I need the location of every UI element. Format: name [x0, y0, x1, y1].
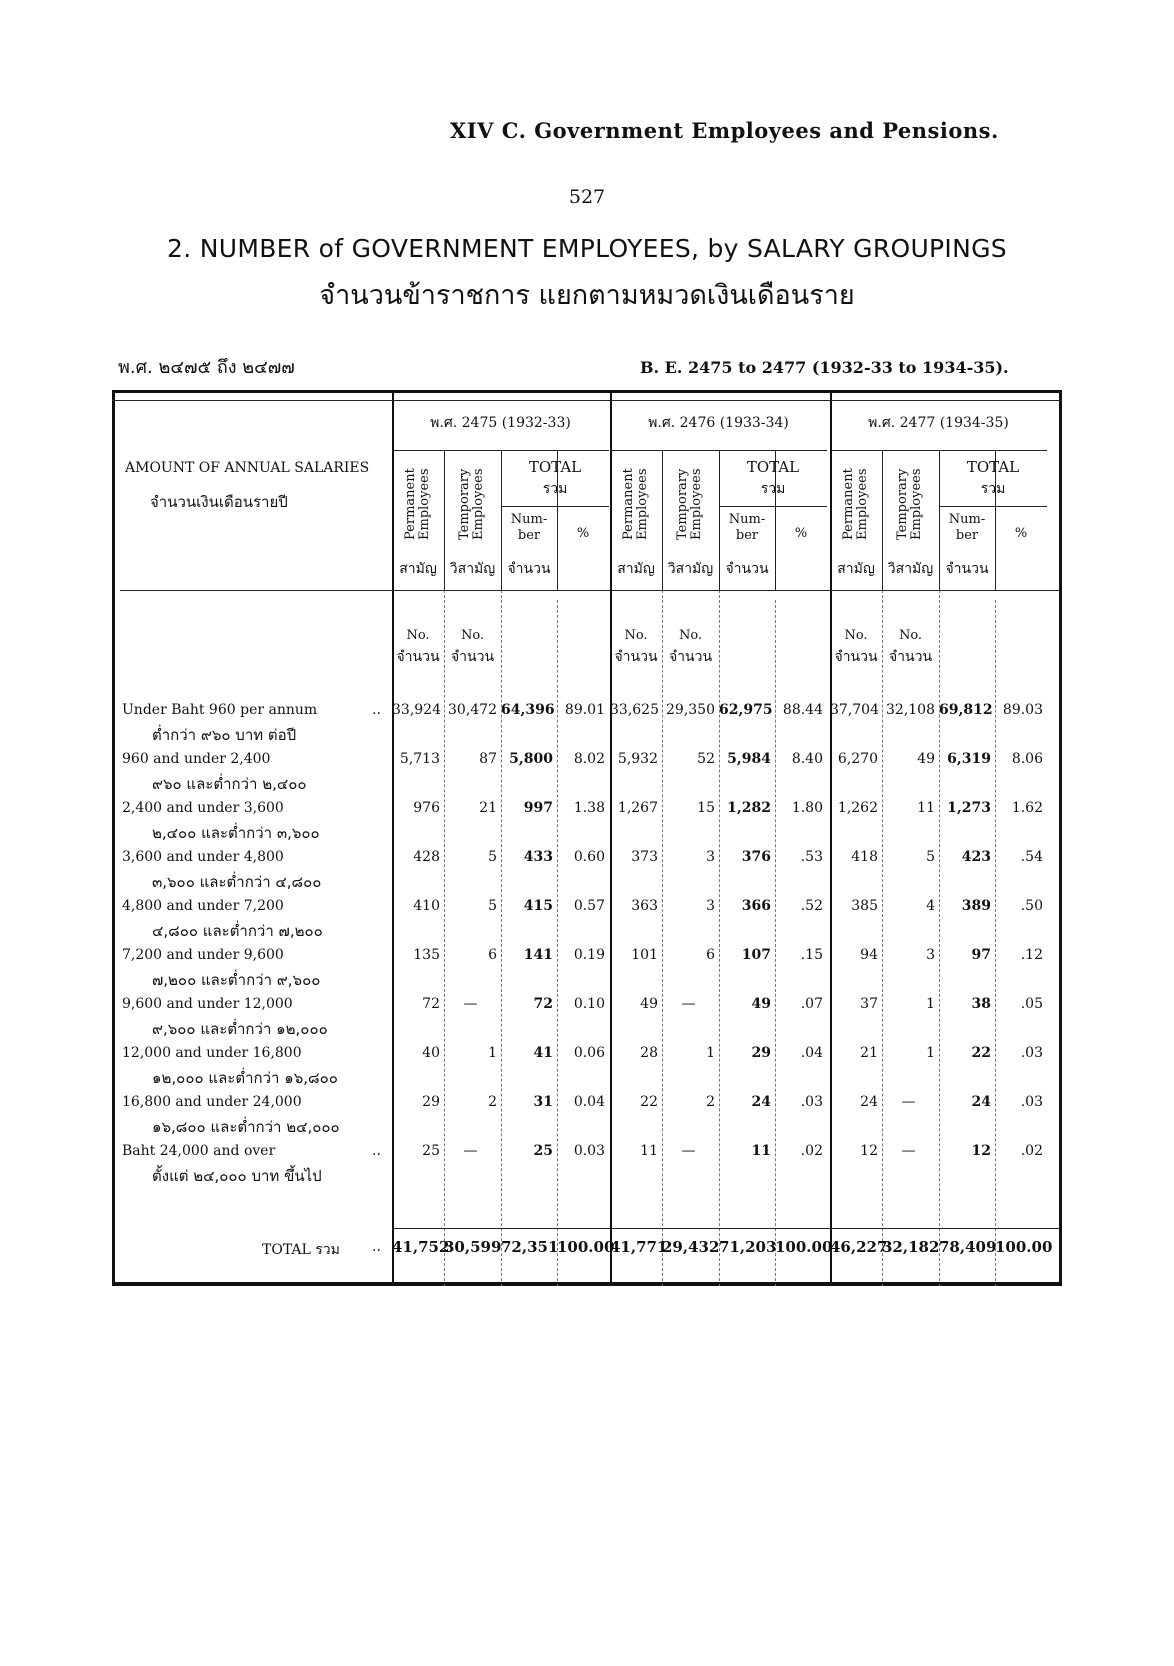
table-cell: 0.19 — [573, 947, 605, 963]
header-bottom-rule — [120, 590, 1060, 591]
table-cell: 1.38 — [573, 800, 605, 816]
column-rule — [882, 590, 883, 1286]
percent-header: % — [576, 526, 590, 541]
table-cell: 37,704 — [830, 702, 879, 718]
table-cell: 21 — [860, 1045, 878, 1061]
table-cell: — — [901, 1094, 916, 1110]
row-label: Baht 24,000 and over — [122, 1143, 276, 1159]
permanent-header-thai: สามัญ — [617, 561, 655, 577]
table-cell: 72 — [533, 996, 553, 1012]
total-cell: 30,599 — [444, 1238, 502, 1256]
total-header: TOTAL — [528, 458, 582, 476]
table-cell: .05 — [1020, 996, 1043, 1012]
row-label: 12,000 and under 16,800 — [122, 1045, 302, 1061]
table-title-english: 2. NUMBER of GOVERNMENT EMPLOYEES, by SALARY GROUPINGS — [167, 234, 1007, 263]
total-cell: 78,409 — [939, 1238, 997, 1256]
row-label-thai: ๙,๖๐๐ และต่ำกว่า ๑๒,๐๐๐ — [152, 1020, 328, 1038]
table-cell: 1,262 — [837, 800, 878, 816]
table-cell: .02 — [1020, 1143, 1043, 1159]
table-cell: 1.62 — [1011, 800, 1043, 816]
table-cell: 94 — [860, 947, 878, 963]
total-header: TOTAL — [746, 458, 800, 476]
table-cell: 0.04 — [573, 1094, 605, 1110]
table-cell: 1 — [926, 996, 935, 1012]
table-cell: 24 — [751, 1094, 771, 1110]
unit-no-thai: จำนวน — [888, 649, 933, 665]
table-cell: 415 — [523, 898, 553, 914]
table-cell: 11 — [751, 1143, 771, 1159]
permanent-header-thai: สามัญ — [837, 561, 875, 577]
table-cell: 5,932 — [617, 751, 658, 767]
stub-head-english: AMOUNT OF ANNUAL SALARIES — [125, 460, 370, 476]
column-rule — [939, 590, 940, 1286]
table-title-thai: จำนวนข้าราชการ แยกตามหมวดเงินเดือนราย — [319, 280, 855, 311]
table-cell: 8.40 — [791, 751, 823, 767]
table-cell: 97 — [971, 947, 991, 963]
running-head: XIV C. Government Employees and Pensions. — [450, 118, 999, 143]
table-cell: .03 — [1020, 1045, 1043, 1061]
row-label-thai: ๙๖๐ และต่ำกว่า ๒,๔๐๐ — [152, 775, 307, 793]
temporary-employees-header: Temporary Employees — [675, 468, 704, 540]
table-cell: 22 — [640, 1094, 658, 1110]
table-cell: 5,984 — [727, 751, 771, 767]
table-cell: 410 — [413, 898, 440, 914]
total-row-rule — [392, 1228, 1060, 1229]
table-cell: 15 — [697, 800, 715, 816]
table-cell: 69,812 — [939, 702, 993, 718]
table-cell: 2 — [488, 1094, 497, 1110]
total-rule — [939, 506, 1047, 507]
table-cell: 22 — [971, 1045, 991, 1061]
permanent-employees-header: Permanent Employees — [403, 468, 432, 540]
table-cell: .02 — [800, 1143, 823, 1159]
permanent-employees-header: Permanent Employees — [841, 468, 870, 540]
table-cell: 32,108 — [886, 702, 935, 718]
table-cell: 2 — [706, 1094, 715, 1110]
table-cell: 366 — [741, 898, 771, 914]
unit-no-thai: จำนวน — [834, 649, 878, 665]
table-cell: 72 — [422, 996, 440, 1012]
table-cell: — — [681, 996, 696, 1012]
table-cell: 6 — [706, 947, 715, 963]
table-cell: — — [681, 1143, 696, 1159]
row-label: 960 and under 2,400 — [122, 751, 271, 767]
row-label-thai: ๗,๒๐๐ และต่ำกว่า ๙,๖๐๐ — [152, 971, 321, 989]
total-cell: 100.00 — [995, 1238, 1053, 1256]
leader-dots: .. — [372, 1239, 381, 1255]
table-cell: 37 — [860, 996, 878, 1012]
table-cell: 0.06 — [573, 1045, 605, 1061]
row-label-thai: ๑๖,๘๐๐ และต่ำกว่า ๒๔,๐๐๐ — [152, 1118, 340, 1136]
temporary-employees-header: Temporary Employees — [895, 468, 924, 540]
leader-dots: .. — [372, 702, 381, 718]
table-cell: 89.01 — [564, 702, 605, 718]
table-cell: .53 — [800, 849, 823, 865]
unit-no: No. — [624, 628, 648, 643]
year-rule — [830, 450, 1047, 451]
total-cell: 41,771 — [610, 1238, 668, 1256]
table-cell: .52 — [800, 898, 823, 914]
table-cell: 62,975 — [719, 702, 773, 718]
table-cell: 25 — [533, 1143, 553, 1159]
page-number: 527 — [568, 186, 606, 208]
table-cell: 11 — [917, 800, 935, 816]
table-cell: .54 — [1020, 849, 1043, 865]
table-cell: 87 — [479, 751, 497, 767]
table-cell: 6,270 — [837, 751, 878, 767]
table-cell: 428 — [413, 849, 440, 865]
table-cell: 389 — [961, 898, 991, 914]
table-cell: 418 — [851, 849, 878, 865]
table-cell: 30,472 — [448, 702, 497, 718]
table-cell: 1 — [488, 1045, 497, 1061]
table-cell: 3 — [706, 898, 715, 914]
row-label-thai: ๔,๘๐๐ และต่ำกว่า ๗,๒๐๐ — [152, 922, 323, 940]
row-label-thai: ตั้งแต่ ๒๔,๐๐๐ บาท ขึ้นไป — [152, 1167, 322, 1185]
table-cell: — — [463, 1143, 478, 1159]
unit-no-thai: จำนวน — [396, 649, 440, 665]
unit-no: No. — [460, 628, 485, 643]
era-range-thai: พ.ศ. ๒๔๗๕ ถึง ๒๔๗๗ — [118, 357, 295, 378]
total-header-thai: รวม — [542, 481, 568, 497]
leader-dots: .. — [372, 1143, 381, 1159]
table-cell: 6,319 — [947, 751, 991, 767]
table-cell: 88.44 — [782, 702, 823, 718]
temporary-employees-header: Temporary Employees — [457, 468, 486, 540]
unit-no-thai: จำนวน — [614, 649, 658, 665]
table-cell: 33,625 — [610, 702, 659, 718]
row-label: 3,600 and under 4,800 — [122, 849, 284, 865]
table-cell: 8.02 — [573, 751, 605, 767]
table-cell: 135 — [413, 947, 440, 963]
row-label: 7,200 and under 9,600 — [122, 947, 284, 963]
total-row-label: TOTAL รวม — [262, 1242, 340, 1258]
table-cell: 49 — [751, 996, 771, 1012]
table-cell: 1 — [926, 1045, 935, 1061]
stub-head-thai: จำนวนเงินเดือนรายปี — [150, 493, 288, 511]
table-cell: .07 — [800, 996, 823, 1012]
table-cell: 12 — [971, 1143, 991, 1159]
row-label: 9,600 and under 12,000 — [122, 996, 293, 1012]
total-cell: 71,203 — [719, 1238, 777, 1256]
unit-no: No. — [406, 628, 430, 643]
table-cell: — — [463, 996, 478, 1012]
temporary-header-thai: วิสามัญ — [887, 561, 934, 577]
temporary-header-thai: วิสามัญ — [667, 561, 714, 577]
table-cell: 25 — [422, 1143, 440, 1159]
total-cell: 32,182 — [882, 1238, 940, 1256]
year-rule — [610, 450, 827, 451]
table-cell: 363 — [631, 898, 658, 914]
table-cell: 29 — [422, 1094, 440, 1110]
total-cell: 100.00 — [557, 1238, 615, 1256]
number-header: Num- — [510, 512, 548, 527]
number-header-2: ber — [517, 528, 541, 543]
table-cell: 0.03 — [573, 1143, 605, 1159]
table-cell: 49 — [640, 996, 658, 1012]
permanent-employees-header: Permanent Employees — [621, 468, 650, 540]
percent-header: % — [794, 526, 808, 541]
row-label-thai: ๓,๖๐๐ และต่ำกว่า ๔,๘๐๐ — [152, 873, 322, 891]
table-cell: 0.10 — [573, 996, 605, 1012]
table-cell: 0.60 — [573, 849, 605, 865]
year-rule — [392, 450, 609, 451]
table-cell: — — [901, 1143, 916, 1159]
table-cell: .03 — [1020, 1094, 1043, 1110]
table-cell: 24 — [971, 1094, 991, 1110]
number-header-thai: จำนวน — [725, 561, 769, 577]
permanent-header-thai: สามัญ — [399, 561, 437, 577]
table-cell: 12 — [860, 1143, 878, 1159]
table-cell: 28 — [640, 1045, 658, 1061]
table-cell: 29,350 — [666, 702, 715, 718]
row-label-thai: ๒,๔๐๐ และต่ำกว่า ๓,๖๐๐ — [152, 824, 320, 842]
table-cell: 21 — [479, 800, 497, 816]
table-cell: .04 — [800, 1045, 823, 1061]
table-cell: 3 — [926, 947, 935, 963]
table-cell: 4 — [926, 898, 935, 914]
row-label: 4,800 and under 7,200 — [122, 898, 284, 914]
row-label-thai: ๑๒,๐๐๐ และต่ำกว่า ๑๖,๘๐๐ — [152, 1069, 338, 1087]
table-cell: 52 — [697, 751, 715, 767]
table-cell: 433 — [523, 849, 553, 865]
table-cell: 41 — [533, 1045, 553, 1061]
unit-no-thai: จำนวน — [668, 649, 713, 665]
column-rule — [444, 590, 445, 1286]
table-cell: 33,924 — [392, 702, 441, 718]
unit-no: No. — [844, 628, 868, 643]
table-cell: 107 — [741, 947, 771, 963]
table-cell: 101 — [631, 947, 658, 963]
table-cell: 5 — [488, 849, 497, 865]
number-header-2: ber — [955, 528, 979, 543]
total-cell: 29,432 — [662, 1238, 720, 1256]
number-header-thai: จำนวน — [945, 561, 989, 577]
temporary-header-thai: วิสามัญ — [449, 561, 496, 577]
table-cell: 5 — [926, 849, 935, 865]
percent-header: % — [1014, 526, 1028, 541]
total-cell: 46,227 — [830, 1238, 888, 1256]
number-header: Num- — [728, 512, 766, 527]
table-cell: 6 — [488, 947, 497, 963]
table-cell: 8.06 — [1011, 751, 1043, 767]
number-header-2: ber — [735, 528, 759, 543]
total-cell: 72,351 — [501, 1238, 559, 1256]
unit-no: No. — [898, 628, 923, 643]
table-cell: 29 — [751, 1045, 771, 1061]
table-cell: .15 — [800, 947, 823, 963]
table-cell: 5 — [488, 898, 497, 914]
table-cell: 1,282 — [727, 800, 771, 816]
table-cell: 423 — [961, 849, 991, 865]
table-cell: 1.80 — [791, 800, 823, 816]
year-header: พ.ศ. 2476 (1933-34) — [648, 415, 789, 431]
table-cell: 1,267 — [617, 800, 658, 816]
table-cell: 997 — [523, 800, 553, 816]
table-cell: .03 — [800, 1094, 823, 1110]
header-rule — [112, 400, 1062, 401]
column-rule — [501, 590, 502, 1286]
unit-no: No. — [678, 628, 703, 643]
year-header: พ.ศ. 2477 (1934-35) — [868, 415, 1009, 431]
table-cell: 141 — [523, 947, 553, 963]
unit-no-thai: จำนวน — [450, 649, 495, 665]
table-cell: 24 — [860, 1094, 878, 1110]
total-cell: 41,752 — [392, 1238, 450, 1256]
table-cell: 38 — [971, 996, 991, 1012]
column-rule — [662, 590, 663, 1286]
table-cell: 31 — [533, 1094, 553, 1110]
total-cell: 100.00 — [775, 1238, 833, 1256]
total-header-thai: รวม — [980, 481, 1006, 497]
table-cell: 49 — [917, 751, 935, 767]
table-cell: .50 — [1020, 898, 1043, 914]
table-cell: 976 — [413, 800, 440, 816]
number-header: Num- — [948, 512, 986, 527]
era-range-english: B. E. 2475 to 2477 (1932-33 to 1934-35). — [640, 358, 1009, 377]
column-rule — [719, 590, 720, 1286]
table-cell: 89.03 — [1002, 702, 1043, 718]
table-cell: 385 — [851, 898, 878, 914]
table-cell: 3 — [706, 849, 715, 865]
row-label-thai: ต่ำกว่า ๙๖๐ บาท ต่อปี — [152, 726, 297, 744]
table-cell: 64,396 — [501, 702, 555, 718]
row-label: 2,400 and under 3,600 — [122, 800, 284, 816]
table-cell: 5,713 — [399, 751, 440, 767]
table-cell: .12 — [1020, 947, 1043, 963]
table-cell: 40 — [422, 1045, 440, 1061]
row-label: Under Baht 960 per annum — [122, 702, 318, 718]
table-cell: 1,273 — [947, 800, 991, 816]
total-rule — [719, 506, 827, 507]
year-header: พ.ศ. 2475 (1932-33) — [430, 415, 571, 431]
number-header-thai: จำนวน — [507, 561, 551, 577]
table-cell: 376 — [741, 849, 771, 865]
total-rule — [501, 506, 609, 507]
total-header: TOTAL — [966, 458, 1020, 476]
table-cell: 1 — [706, 1045, 715, 1061]
table-cell: 5,800 — [509, 751, 553, 767]
table-bottom-rule — [112, 1282, 1062, 1284]
table-cell: 373 — [631, 849, 658, 865]
table-cell: 11 — [640, 1143, 658, 1159]
row-label: 16,800 and under 24,000 — [122, 1094, 302, 1110]
total-header-thai: รวม — [760, 481, 786, 497]
table-cell: 0.57 — [573, 898, 605, 914]
